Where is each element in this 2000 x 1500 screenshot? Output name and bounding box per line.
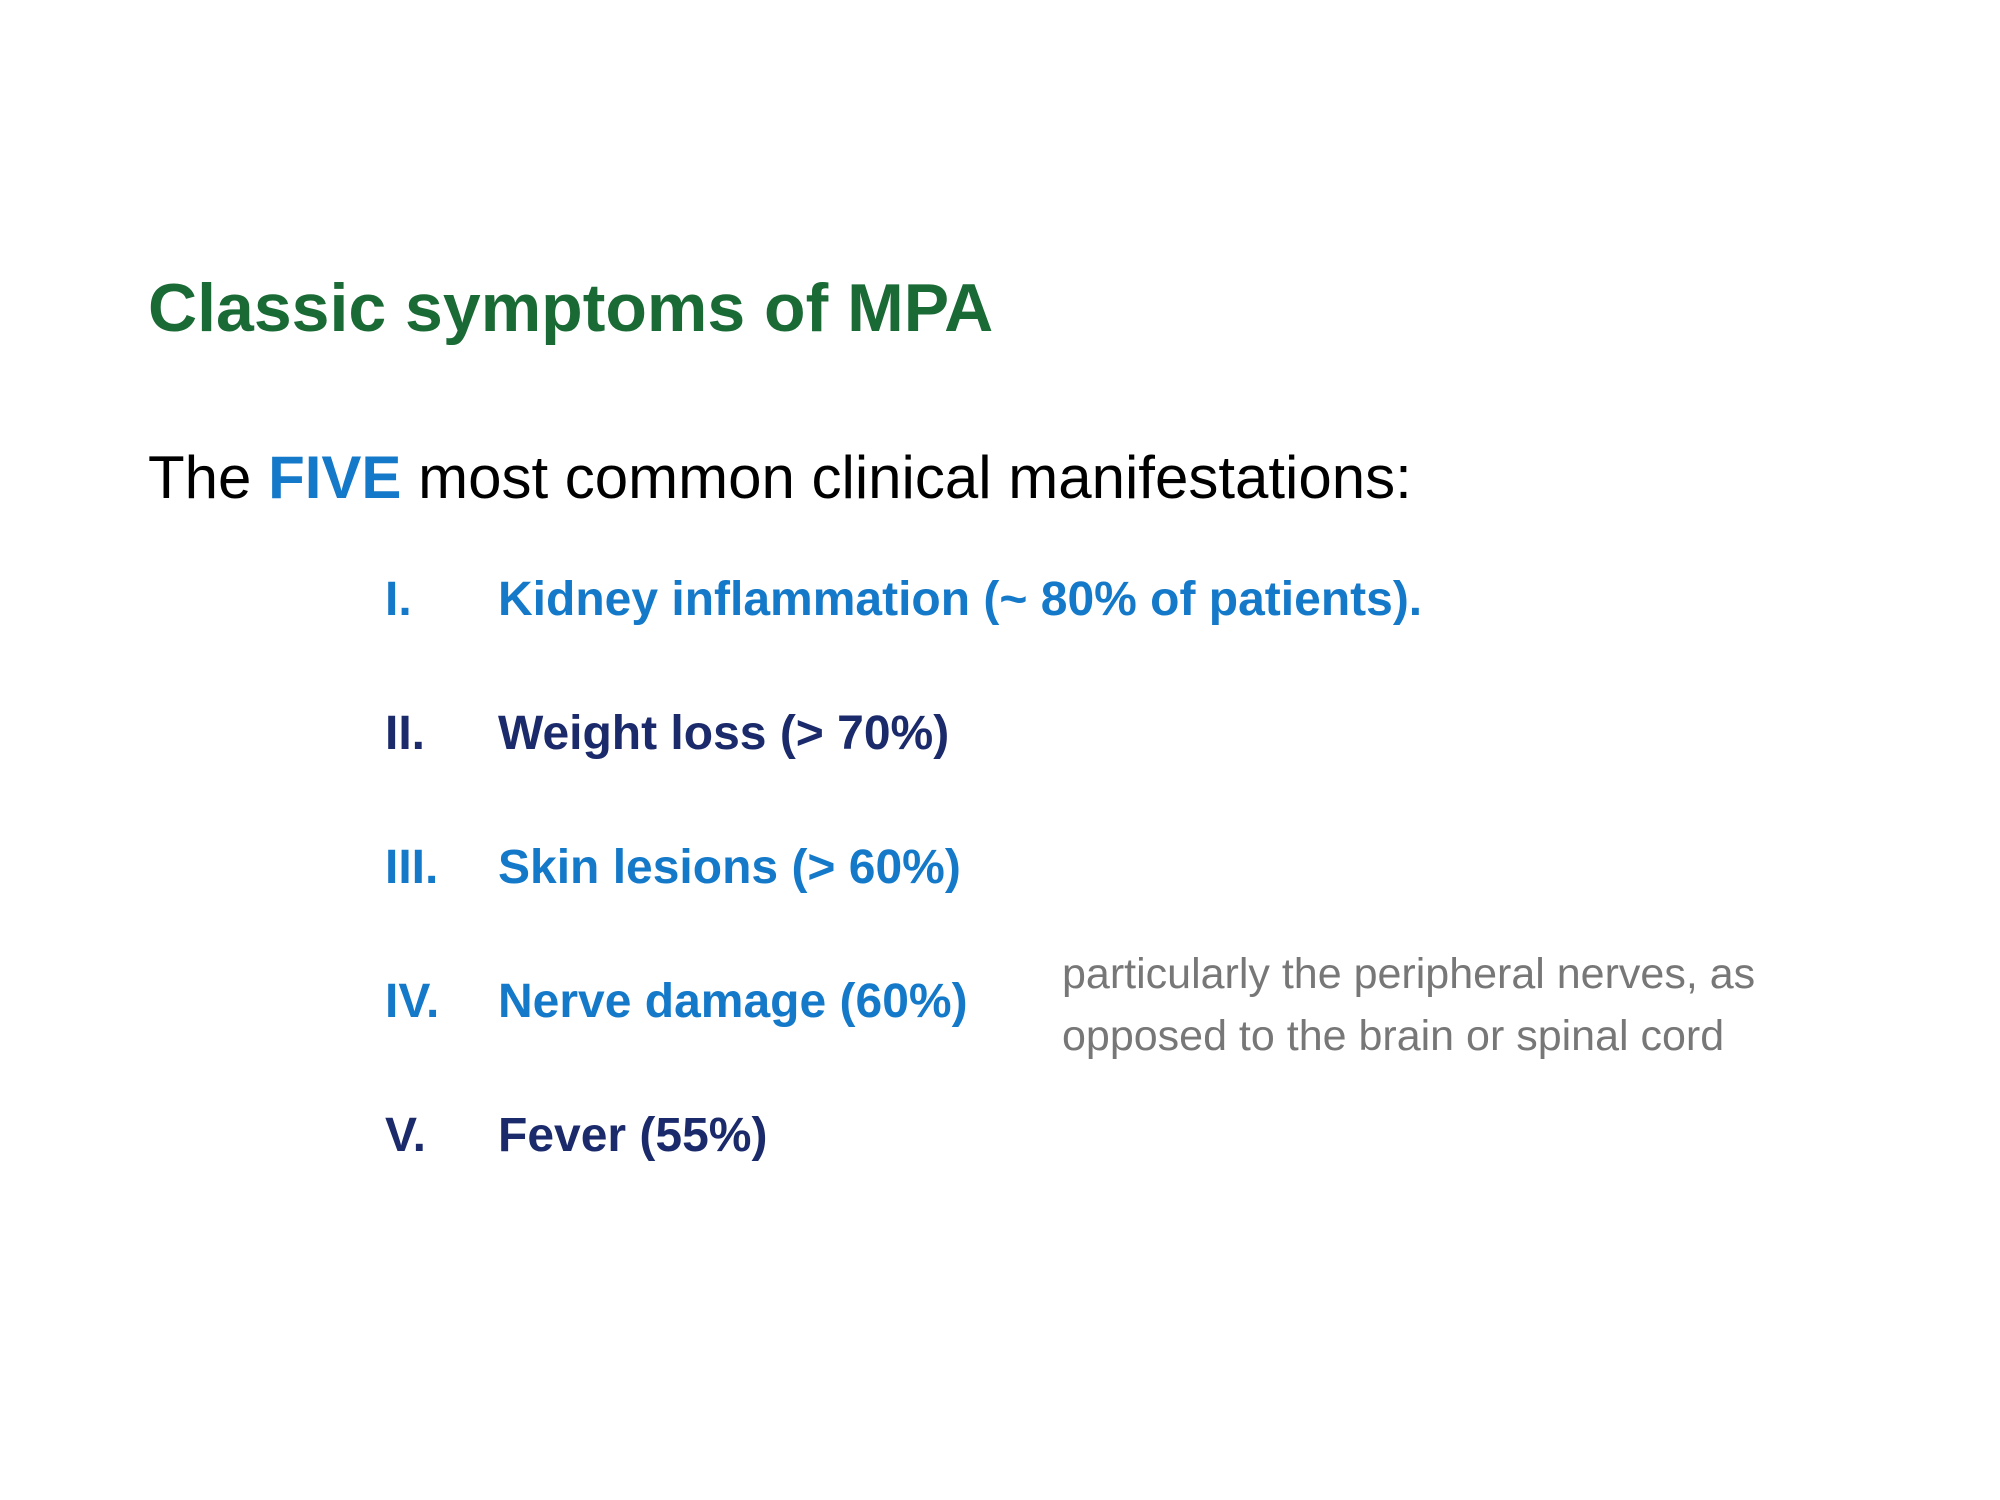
list-item-text: Fever (55%) bbox=[498, 1109, 768, 1162]
list-item-text: Weight loss (> 70%) bbox=[498, 707, 950, 760]
list-item bbox=[385, 828, 1285, 908]
list-item-numeral: IV. bbox=[385, 975, 440, 1028]
list-item-numeral: I. bbox=[385, 573, 412, 626]
list-item bbox=[385, 560, 1423, 640]
subtitle-emphasis: FIVE bbox=[268, 444, 402, 511]
list-item bbox=[385, 1096, 1285, 1176]
list-item-numeral: II. bbox=[385, 707, 426, 760]
list-item-numeral: III. bbox=[385, 841, 439, 894]
list-item-numeral: V. bbox=[385, 1109, 426, 1162]
slide-title: Classic symptoms of MPA bbox=[148, 270, 994, 346]
subtitle-prefix: The bbox=[148, 444, 269, 511]
nerve-damage-note: particularly the peripheral nerves, as opposed to the brain or spinal cord bbox=[1062, 950, 1756, 1060]
list-item-text: Kidney inflammation (~ 80% of patients). bbox=[498, 573, 1423, 626]
slide-subtitle bbox=[148, 440, 1412, 516]
list-item-text: Skin lesions (> 60%) bbox=[498, 841, 961, 894]
subtitle-suffix: most common clinical manifestations: bbox=[401, 444, 1412, 511]
list-item bbox=[385, 694, 1285, 774]
list-item-text: Nerve damage (60%) bbox=[498, 975, 968, 1028]
